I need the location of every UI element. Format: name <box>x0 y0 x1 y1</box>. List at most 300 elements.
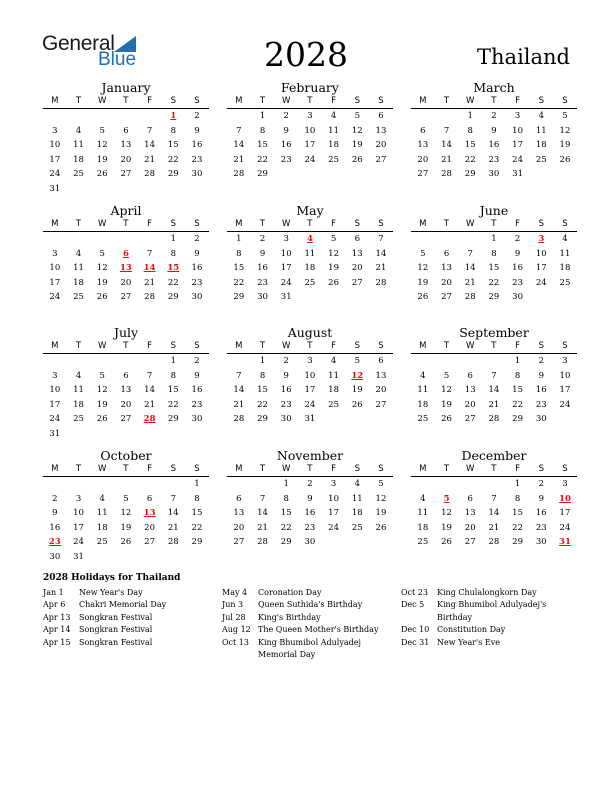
day-cell: 25 <box>417 537 429 548</box>
holiday-list-column <box>43 587 213 649</box>
weekday-label: M <box>419 341 427 351</box>
day-cell: 5 <box>378 479 384 489</box>
weekday-label: T <box>491 464 497 474</box>
month-title: April <box>110 203 142 218</box>
empty-day-cell <box>43 109 67 124</box>
day-cell: 1 <box>467 111 473 121</box>
week-row <box>227 535 393 550</box>
day-cell: 5 <box>99 370 105 381</box>
weekday-label: W <box>466 341 475 351</box>
month-october <box>43 448 209 565</box>
day-cell: 10 <box>304 370 316 381</box>
day-cell: 21 <box>144 154 155 165</box>
day-cell: 21 <box>464 277 476 288</box>
weekday-label: M <box>51 341 59 351</box>
day-cell: 11 <box>351 493 363 504</box>
day-cell: 13 <box>233 508 245 519</box>
week-row <box>411 354 577 369</box>
day-cell: 7 <box>236 125 242 136</box>
day-cell: 30 <box>512 292 523 303</box>
day-cell: 5 <box>330 234 337 244</box>
holiday-day-cell: 5 <box>443 493 450 504</box>
week-row <box>43 427 209 442</box>
day-cell: 3 <box>52 248 58 259</box>
weekday-label: S <box>194 464 200 474</box>
country-name: Thailand <box>477 45 570 69</box>
holiday-item <box>43 587 213 599</box>
day-cell: 19 <box>375 508 387 519</box>
day-cell: 5 <box>123 493 129 504</box>
empty-day-cell <box>411 354 435 369</box>
day-cell: 13 <box>351 248 363 259</box>
day-cell: 4 <box>330 111 337 121</box>
week-row <box>43 506 209 521</box>
weekday-header <box>227 340 393 354</box>
day-cell: 14 <box>464 263 476 274</box>
day-cell: 27 <box>375 154 387 165</box>
weekday-label: W <box>98 341 107 351</box>
empty-day-cell <box>458 232 482 247</box>
weekday-header <box>43 340 209 354</box>
month-december <box>411 448 577 550</box>
day-cell: 3 <box>52 125 58 136</box>
day-cell: 8 <box>514 493 521 504</box>
empty-day-cell <box>67 354 91 369</box>
week-row <box>411 535 577 550</box>
empty-day-cell <box>43 354 67 369</box>
day-cell: 4 <box>420 370 426 381</box>
weekday-label: T <box>307 464 313 474</box>
week-row <box>411 167 577 182</box>
weekday-header <box>411 340 577 354</box>
holiday-item <box>222 612 394 624</box>
empty-day-cell <box>435 477 459 492</box>
weekday-label: F <box>147 96 153 106</box>
weekday-label: T <box>123 219 129 229</box>
day-cell: 28 <box>233 169 245 180</box>
day-cell: 15 <box>257 140 268 151</box>
day-cell: 15 <box>280 508 292 519</box>
day-cell: 8 <box>194 493 200 504</box>
day-cell: 28 <box>441 169 452 180</box>
day-cell: 13 <box>120 385 132 396</box>
empty-day-cell <box>435 354 459 369</box>
day-cell: 11 <box>417 508 429 519</box>
week-row <box>411 276 577 291</box>
week-row <box>43 109 209 124</box>
day-cell: 4 <box>538 111 544 121</box>
day-cell: 20 <box>375 385 387 396</box>
day-cell: 8 <box>236 248 242 259</box>
weekday-label: S <box>378 96 384 106</box>
week-row <box>227 153 393 168</box>
day-cell: 21 <box>144 399 155 410</box>
weekday-header <box>227 218 393 232</box>
day-cell: 20 <box>441 277 452 288</box>
day-cell: 9 <box>283 370 289 381</box>
day-cell: 13 <box>375 125 387 136</box>
empty-day-cell <box>322 167 346 182</box>
day-cell: 29 <box>167 169 179 180</box>
day-cell: 15 <box>257 385 268 396</box>
day-cell: 29 <box>167 414 179 425</box>
day-cell: 30 <box>191 292 203 303</box>
empty-day-cell <box>553 290 577 305</box>
holiday-name: Chakri Memorial Day <box>79 600 167 610</box>
month-title: March <box>473 80 515 95</box>
day-cell: 18 <box>559 263 571 274</box>
day-cell: 4 <box>354 479 360 489</box>
day-cell: 12 <box>441 385 452 396</box>
weekday-label: S <box>562 464 568 474</box>
weekday-label: S <box>194 341 200 351</box>
empty-day-cell <box>227 109 251 124</box>
holiday-list-column <box>401 587 571 649</box>
empty-day-cell <box>185 182 209 197</box>
day-cell: 8 <box>283 493 289 504</box>
empty-day-cell <box>482 477 506 492</box>
day-cell: 7 <box>259 493 266 504</box>
empty-day-cell <box>138 109 162 124</box>
day-cell: 26 <box>120 537 132 548</box>
week-row <box>411 383 577 398</box>
day-cell: 9 <box>194 370 200 381</box>
day-cell: 19 <box>351 385 363 396</box>
day-cell: 1 <box>170 234 176 244</box>
holiday-name: Constitution Day <box>437 625 506 635</box>
day-cell: 12 <box>96 385 108 396</box>
day-cell: 5 <box>562 111 568 121</box>
empty-day-cell <box>322 290 346 305</box>
day-cell: 5 <box>354 356 360 366</box>
week-row <box>227 138 393 153</box>
empty-day-cell <box>345 290 369 305</box>
day-cell: 14 <box>257 508 268 519</box>
day-cell: 15 <box>464 140 476 151</box>
day-cell: 4 <box>75 248 82 259</box>
week-row <box>411 290 577 305</box>
weekday-label: T <box>443 341 450 351</box>
day-cell: 6 <box>146 493 153 504</box>
empty-day-cell <box>138 182 162 197</box>
weekday-header <box>227 95 393 109</box>
weekday-label: F <box>331 464 337 474</box>
week-row <box>411 261 577 276</box>
day-cell: 1 <box>259 356 266 366</box>
day-cell: 9 <box>52 508 58 519</box>
day-cell: 27 <box>351 277 363 288</box>
day-cell: 9 <box>514 248 521 259</box>
holiday-date: Dec 10 <box>401 625 430 635</box>
day-cell: 5 <box>443 370 450 381</box>
holiday-item <box>222 624 394 636</box>
empty-day-cell <box>435 232 459 247</box>
page-title-year: 2028 <box>264 35 348 74</box>
weekday-label: T <box>75 96 82 106</box>
weekday-label: S <box>354 464 360 474</box>
day-cell: 20 <box>120 399 132 410</box>
holiday-date: Dec 5 <box>401 600 425 610</box>
weekday-label: T <box>443 96 450 106</box>
week-row <box>227 383 393 398</box>
holiday-day-cell: 3 <box>538 234 545 244</box>
day-cell: 20 <box>375 140 387 151</box>
week-row <box>43 167 209 182</box>
day-cell: 27 <box>120 169 132 180</box>
day-cell: 21 <box>257 522 268 533</box>
day-cell: 22 <box>512 399 523 410</box>
day-cell: 6 <box>378 356 384 366</box>
weekday-label: S <box>194 96 200 106</box>
holiday-day-cell: 13 <box>119 263 132 274</box>
day-cell: 30 <box>191 169 203 180</box>
empty-day-cell <box>138 427 162 442</box>
weekday-label: S <box>562 219 568 229</box>
day-cell: 10 <box>49 140 61 151</box>
day-cell: 19 <box>328 263 339 274</box>
day-cell: 10 <box>559 370 571 381</box>
day-cell: 14 <box>375 248 387 259</box>
empty-day-cell <box>345 167 369 182</box>
holidays-title: 2028 Holidays for Thailand <box>43 573 181 583</box>
day-cell: 14 <box>167 508 179 519</box>
day-cell: 30 <box>191 414 203 425</box>
day-cell: 12 <box>96 263 108 274</box>
holiday-date: Jan 1 <box>43 588 64 597</box>
day-cell: 2 <box>283 356 289 366</box>
empty-day-cell <box>161 550 185 565</box>
weekday-label: M <box>419 464 427 474</box>
empty-day-cell <box>161 427 185 442</box>
day-cell: 16 <box>191 385 203 396</box>
day-cell: 22 <box>167 277 179 288</box>
empty-day-cell <box>43 232 67 247</box>
day-cell: 2 <box>194 356 200 366</box>
week-row <box>43 276 209 291</box>
day-cell: 13 <box>464 385 476 396</box>
week-row <box>411 138 577 153</box>
day-cell: 24 <box>49 169 61 180</box>
week-row <box>411 506 577 521</box>
day-cell: 26 <box>96 414 108 425</box>
day-cell: 4 <box>75 370 82 381</box>
day-cell: 2 <box>283 111 289 121</box>
empty-day-cell <box>251 477 275 492</box>
weekday-label: M <box>51 464 59 474</box>
day-cell: 19 <box>96 399 108 410</box>
weekday-label: S <box>538 96 544 106</box>
day-cell: 23 <box>535 522 547 533</box>
day-cell: 14 <box>441 140 452 151</box>
holiday-day-cell: 12 <box>351 370 364 381</box>
day-cell: 31 <box>73 551 84 562</box>
day-cell: 26 <box>375 522 387 533</box>
day-cell: 24 <box>328 522 339 533</box>
weekday-label: W <box>98 219 107 229</box>
day-cell: 28 <box>257 537 268 548</box>
empty-day-cell <box>90 477 114 492</box>
day-cell: 1 <box>259 111 266 121</box>
day-cell: 11 <box>73 385 84 396</box>
week-row <box>227 124 393 139</box>
weekday-label: F <box>515 219 521 229</box>
week-row <box>43 182 209 197</box>
day-cell: 14 <box>144 385 155 396</box>
day-cell: 2 <box>538 479 544 489</box>
day-cell: 1 <box>514 356 521 366</box>
day-cell: 5 <box>99 125 105 136</box>
day-cell: 27 <box>120 292 132 303</box>
holiday-day-cell: 1 <box>170 111 177 121</box>
week-row <box>411 412 577 427</box>
holiday-date: Dec 31 <box>401 637 430 647</box>
day-cell: 12 <box>96 140 108 151</box>
day-cell: 29 <box>257 169 268 180</box>
week-row <box>411 232 577 247</box>
holiday-name: Coronation Day <box>258 588 322 597</box>
month-may <box>227 203 393 305</box>
week-row <box>227 354 393 369</box>
empty-day-cell <box>114 182 138 197</box>
empty-day-cell <box>90 550 114 565</box>
day-cell: 29 <box>280 537 292 548</box>
day-cell: 26 <box>441 537 452 548</box>
week-row <box>43 153 209 168</box>
day-cell: 14 <box>488 508 500 519</box>
month-july <box>43 325 209 442</box>
holiday-item <box>43 612 213 624</box>
day-cell: 19 <box>96 277 108 288</box>
day-cell: 28 <box>233 414 245 425</box>
holiday-day-cell: 31 <box>559 537 571 548</box>
month-february <box>227 80 393 182</box>
month-august <box>227 325 393 427</box>
day-cell: 17 <box>73 522 84 533</box>
weekday-label: T <box>75 341 82 351</box>
day-cell: 16 <box>280 140 292 151</box>
day-cell: 12 <box>120 508 132 519</box>
weekday-label: S <box>170 96 176 106</box>
day-cell: 3 <box>562 356 568 366</box>
week-row <box>227 290 393 305</box>
day-cell: 11 <box>304 248 316 259</box>
week-row <box>411 153 577 168</box>
weekday-label: T <box>123 464 129 474</box>
empty-day-cell <box>553 412 577 427</box>
day-cell: 7 <box>378 234 384 244</box>
weekday-label: W <box>466 219 475 229</box>
day-cell: 13 <box>417 140 429 151</box>
day-cell: 3 <box>75 493 82 504</box>
day-cell: 22 <box>191 522 203 533</box>
day-cell: 11 <box>417 385 429 396</box>
holiday-item <box>43 599 213 611</box>
day-cell: 25 <box>304 277 316 288</box>
empty-day-cell <box>227 477 251 492</box>
empty-day-cell <box>298 290 322 305</box>
holiday-date: Apr 15 <box>43 637 71 647</box>
empty-day-cell <box>185 427 209 442</box>
day-cell: 8 <box>170 370 176 381</box>
weekday-label: T <box>443 219 450 229</box>
week-row <box>43 261 209 276</box>
day-cell: 5 <box>420 248 426 259</box>
holiday-item <box>222 637 394 662</box>
day-cell: 18 <box>351 508 363 519</box>
empty-day-cell <box>90 427 114 442</box>
week-row <box>227 492 393 507</box>
day-cell: 9 <box>283 125 289 136</box>
day-cell: 10 <box>304 125 316 136</box>
weekday-label: T <box>123 341 129 351</box>
day-cell: 25 <box>328 399 339 410</box>
empty-day-cell <box>138 354 162 369</box>
day-cell: 11 <box>535 125 547 136</box>
week-row <box>43 232 209 247</box>
weekday-label: T <box>443 464 450 474</box>
day-cell: 15 <box>512 508 523 519</box>
holiday-item <box>222 599 394 611</box>
day-cell: 28 <box>144 292 155 303</box>
day-cell: 11 <box>559 248 571 259</box>
day-cell: 6 <box>467 493 473 504</box>
holiday-item <box>43 624 213 636</box>
week-row <box>227 247 393 262</box>
day-cell: 16 <box>512 263 523 274</box>
day-cell: 10 <box>512 125 523 136</box>
day-cell: 27 <box>375 399 387 410</box>
week-row <box>227 506 393 521</box>
day-cell: 7 <box>443 125 450 136</box>
day-cell: 18 <box>328 385 339 396</box>
holiday-name: Songkran Festival <box>79 637 153 647</box>
holiday-date: Apr 6 <box>43 600 66 610</box>
empty-day-cell <box>67 232 91 247</box>
empty-day-cell <box>43 477 67 492</box>
day-cell: 10 <box>280 248 292 259</box>
day-cell: 13 <box>120 140 132 151</box>
day-cell: 27 <box>417 169 429 180</box>
day-cell: 25 <box>559 277 571 288</box>
week-row <box>43 412 209 427</box>
day-cell: 20 <box>351 263 363 274</box>
empty-day-cell <box>138 550 162 565</box>
weekday-label: T <box>75 464 82 474</box>
weekday-header <box>227 463 393 477</box>
day-cell: 17 <box>512 140 523 151</box>
empty-day-cell <box>458 354 482 369</box>
day-cell: 30 <box>49 551 61 562</box>
week-row <box>43 290 209 305</box>
day-cell: 30 <box>535 537 547 548</box>
day-cell: 10 <box>49 385 61 396</box>
day-cell: 14 <box>233 140 245 151</box>
weekday-label: M <box>235 464 243 474</box>
week-row <box>227 412 393 427</box>
day-cell: 4 <box>562 234 568 244</box>
weekday-header <box>411 218 577 232</box>
weekday-label: T <box>75 219 82 229</box>
day-cell: 7 <box>491 370 497 381</box>
weekday-label: M <box>235 96 243 106</box>
day-cell: 25 <box>328 154 339 165</box>
day-cell: 2 <box>538 356 544 366</box>
day-cell: 9 <box>538 493 544 504</box>
day-cell: 7 <box>146 248 153 259</box>
holiday-date: Oct 13 <box>222 637 249 647</box>
empty-day-cell <box>411 477 435 492</box>
day-cell: 22 <box>257 154 268 165</box>
